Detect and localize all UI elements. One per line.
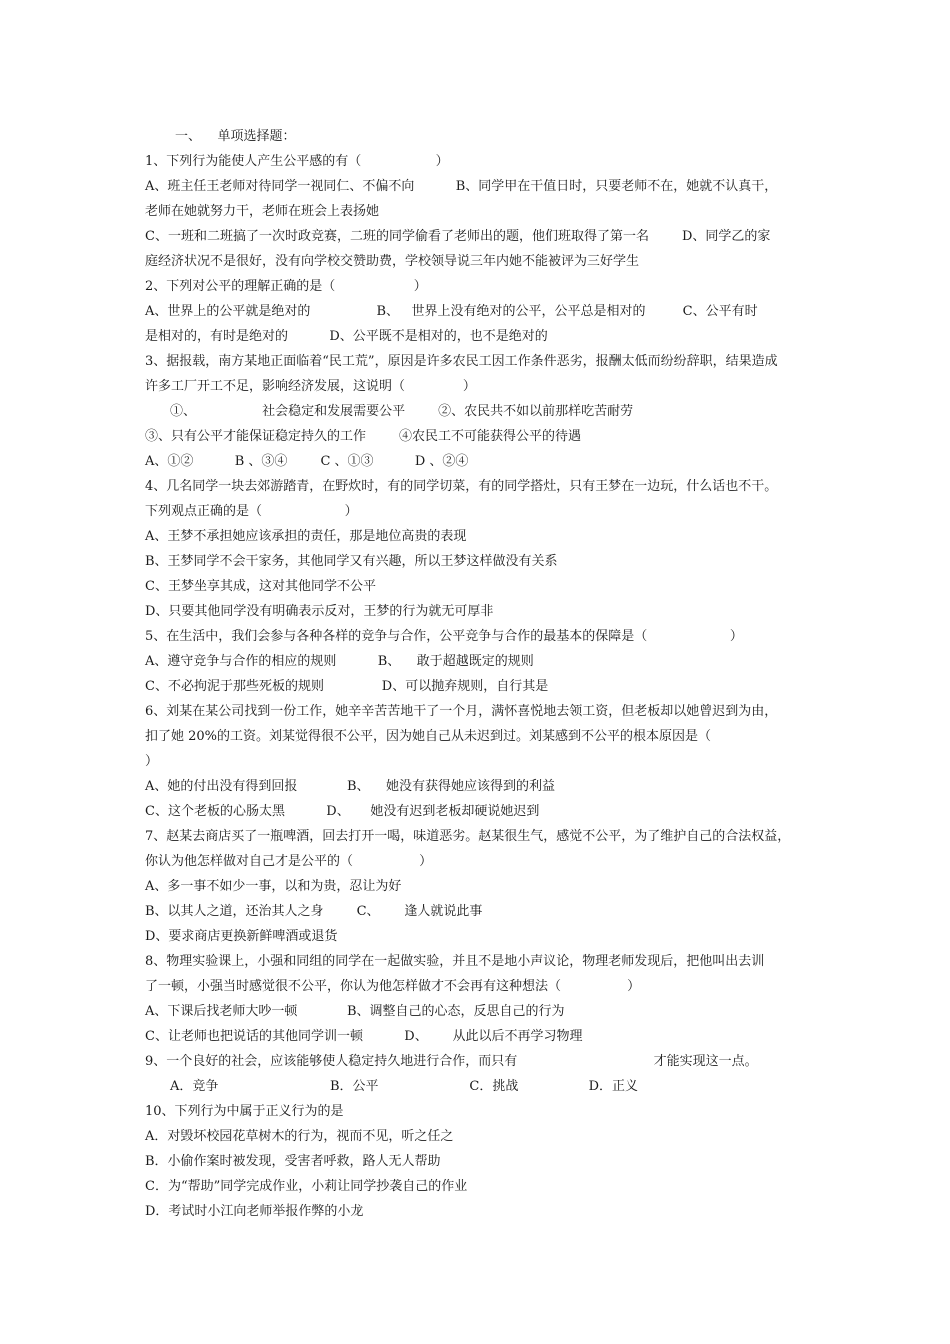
question-5-options-c-d: C、不必拘泥于那些死板的规则 D、可以抛弃规则，自行其是 [145, 679, 549, 694]
question-8-options-c-d: C、让老师也把说话的其他同学训一顿 D、 从此以后不再学习物理 [145, 1029, 583, 1044]
question-8-options-a-b: A、下课后找老师大吵一顿 B、调整自己的心态，反思自己的行为 [145, 1004, 565, 1019]
question-3-stem-cont: 许多工厂开工不足，影响经济发展，这说明（ ） [145, 379, 476, 394]
section-heading: 一、 单项选择题： [175, 129, 296, 144]
question-9-stem: 9、一个良好的社会，应该能够使人稳定持久地进行合作，而只有 才能实现这一点。 [145, 1054, 758, 1069]
question-4-option-b: B、王梦同学不会干家务，其他同学又有兴趣，所以王梦这样做没有关系 [145, 554, 558, 569]
question-5-options-a-b: A、遵守竞争与合作的相应的规则 B、 敢于超越既定的规则 [145, 654, 534, 669]
question-3-statements-3-4: ③、只有公平才能保证稳定持久的工作 ④农民工不可能获得公平的待遇 [145, 429, 582, 444]
question-7-option-d: D、要求商店更换新鲜啤酒或退货 [145, 929, 338, 944]
question-10-stem: 10、下列行为中属于正义行为的是 [145, 1104, 344, 1119]
question-4-option-d: D、只要其他同学没有明确表示反对，王梦的行为就无可厚非 [145, 604, 494, 619]
question-5-stem: 5、在生活中，我们会参与各种各样的竞争与合作，公平竞争与合作的最基本的保障是（ ） [145, 629, 743, 644]
question-4-option-c: C、王梦坐享其成，这对其他同学不公平 [145, 579, 376, 594]
question-3-options: A、①② B 、③④ C 、①③ D 、②④ [145, 454, 469, 469]
question-10-option-a: A．对毁坏校园花草树木的行为，视而不见，听之任之 [145, 1129, 454, 1144]
question-1-stem: 1、下列行为能使人产生公平感的有（ ） [145, 154, 449, 169]
question-2-options-cont: 是相对的，有时是绝对的 D、公平既不是相对的，也不是绝对的 [145, 329, 548, 344]
question-10-option-b: B．小偷作案时被发现，受害者呼救，路人无人帮助 [145, 1154, 441, 1169]
question-6-options-a-b: A、她的付出没有得到回报 B、 她没有获得她应该得到的利益 [145, 779, 556, 794]
question-6-options-c-d: C、这个老板的心肠太黑 D、 她没有迟到老板却硬说她迟到 [145, 804, 540, 819]
question-1-option-d-cont: 庭经济状况不是很好，没有向学校交赞助费，学校领导说三年内她不能被评为三好学生 [145, 254, 640, 269]
question-2-options: A、世界上的公平就是绝对的 B、 世界上没有绝对的公平，公平总是相对的 C、公平有时 [145, 304, 758, 319]
question-8-stem-cont: 了一顿，小强当时感觉很不公平，你认为他怎样做才不会再有这种想法（ ） [145, 979, 641, 994]
question-3-stem: 3、据报载，南方某地正面临着“民工荒”，原因是许多农民工因工作条件恶劣，报酬太低而纷纷辞职，结果造成 [145, 354, 778, 369]
question-4-stem-cont: 下列观点正确的是（ ） [145, 504, 358, 519]
question-1-option-a-b: A、班主任王老师对待同学一视同仁、不偏不向 B、同学甲在干值日时，只要老师不在，她就不认真干， [145, 179, 778, 194]
question-2-stem: 2、下列对公平的理解正确的是（ ） [145, 279, 427, 294]
question-7-stem-cont: 你认为他怎样做对自己才是公平的（ ） [145, 854, 433, 869]
question-10-option-d: D．考试时小江向老师举报作弊的小龙 [145, 1204, 364, 1219]
question-6-stem-cont: 扣了她 20%的工资。刘某觉得很不公平，因为她自己从未迟到过。刘某感到不公平的根本原因是（ [145, 729, 712, 744]
question-1-option-c-d: C、一班和二班搞了一次时政竞赛，二班的同学偷看了老师出的题，他们班取得了第一名 D、同学乙的家 [145, 229, 771, 244]
question-7-stem: 7、赵某去商店买了一瓶啤酒，回去打开一喝，味道恶劣。赵某很生气，感觉不公平，为了维护自己的合法权益， [145, 829, 791, 844]
question-6-stem: 6、刘某在某公司找到一份工作，她辛辛苦苦地干了一个月，满怀喜悦地去领工资，但老板却以她曾迟到为由， [145, 704, 778, 719]
question-8-stem: 8、物理实验课上，小强和同组的同学在一起做实验，并且不是地小声议论，物理老师发现后，把他叫出去训 [145, 954, 765, 969]
question-3-statements-1-2: ①、 社会稳定和发展需要公平 ②、农民共不如以前那样吃苦耐劳 [170, 404, 634, 419]
question-7-option-a: A、多一事不如少一事，以和为贵，忍让为好 [145, 879, 402, 894]
question-1-option-b-cont: 老师在她就努力干，老师在班会上表扬她 [145, 204, 380, 219]
question-6-stem-end: ） [145, 754, 159, 769]
question-9-options: A．竞争 B．公平 C．挑战 D．正义 [170, 1079, 639, 1094]
question-4-stem: 4、几名同学一块去郊游踏青，在野炊时，有的同学切菜，有的同学搭灶，只有王梦在一边玩，什么话也不干。 [145, 479, 778, 494]
question-4-option-a: A、王梦不承担她应该承担的责任，那是地位高贵的表现 [145, 529, 467, 544]
question-10-option-c: C．为“帮助”同学完成作业，小莉让同学抄袭自己的作业 [145, 1179, 468, 1194]
question-7-options-b-c: B、以其人之道，还治其人之身 C、 逢人就说此事 [145, 904, 483, 919]
